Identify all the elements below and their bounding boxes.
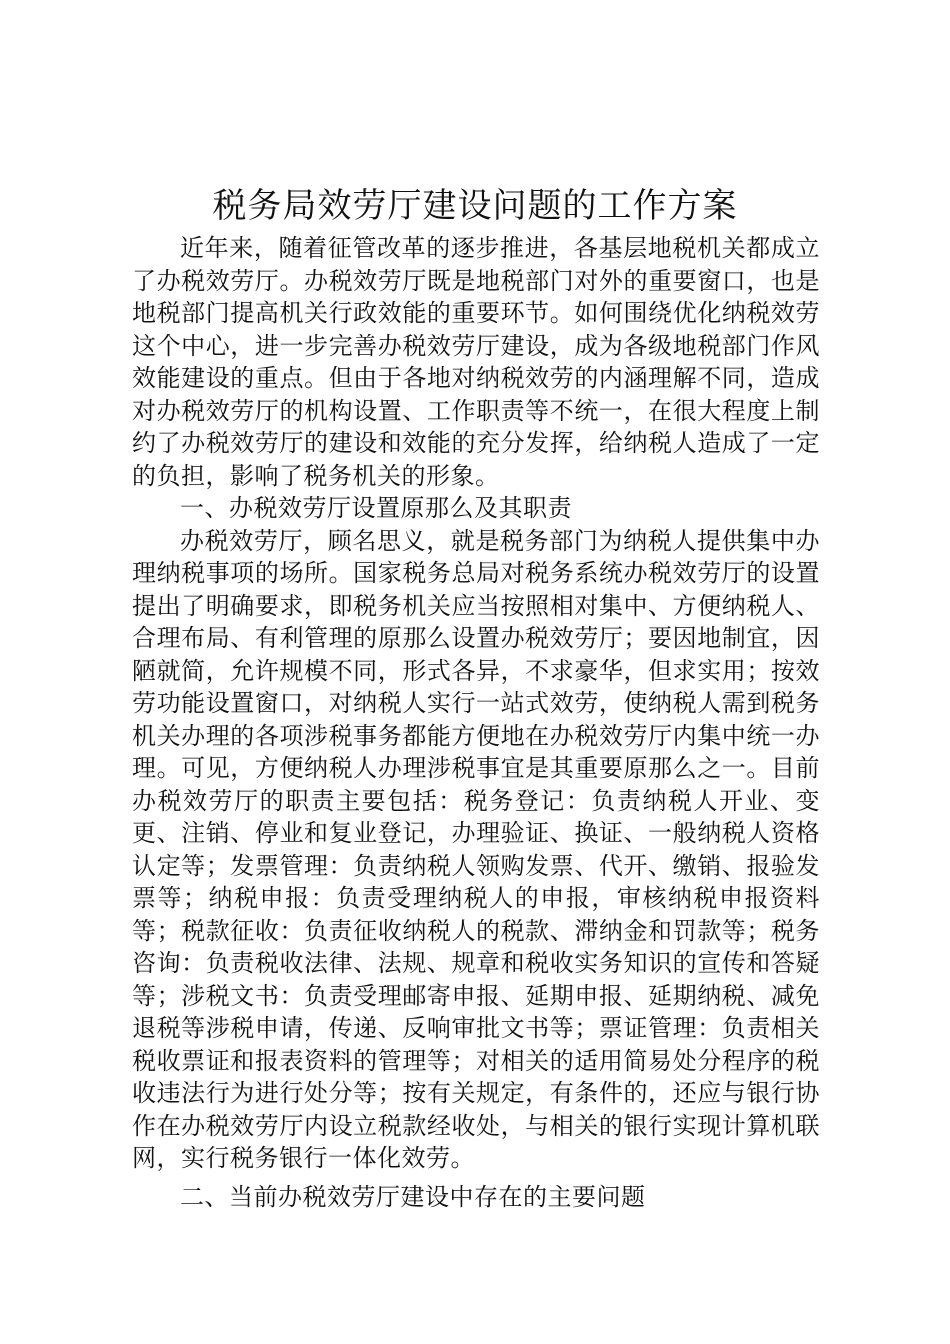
intro-paragraph: 近年来，随着征管改革的逐步推进，各基层地税机关都成立了办税效劳厅。办税效劳厅既是地税部门对外的重要窗口，也是地税部门提高机关行政效能的重要环节。如何围绕优化纳税效劳这个中心，进一步完善办税效劳厅建设，成为各级地税部门作风效能建设的重点。但由于各地对纳税效劳的内涵理解不同，造成对办税效劳厅的机构设置、工作职责等不统一，在很大程度上制约了办税效劳厅的建设和效能的充分发挥，给纳税人造成了一定的负担，影响了税务机关的形象。 [132, 234, 820, 490]
section-heading-1: 一、办税效劳厅设置原那么及其职责 [180, 494, 572, 522]
document-body [132, 232, 820, 1213]
document-title: 税务局效劳厅建设问题的工作方案 [212, 186, 738, 226]
section-heading-2: 二、当前办税效劳厅建设中存在的主要问题 [180, 1182, 646, 1211]
section-1-paragraph: 办税效劳厅，顾名思义，就是税务部门为纳税人提供集中办理纳税事项的场所。国家税务总局对税务系统办税效劳厅的设置提出了明确要求，即税务机关应当按照相对集中、方便纳税人、合理布局、有利管理的原那么设置办税效劳厅；要因地制宜，因陋就简，允许规模不同，形式各异，不求豪华，但求实用；按效劳功能设置窗口，对纳税人实行一站式效劳，使纳税人需到税务机关办理的各项涉税事务都能方便地在办税效劳厅内集中统一办理。可见，方便纳税人办理涉税事宜是其重要原那么之一。目前办税效劳厅的职责主要包括：税务登记：负责纳税人开业、变更、注销、停业和复业登记，办理验证、换证、一般纳税人资格认定等；发票管理：负责纳税人领购发票、代开、缴销、报验发票等；纳税申报：负责受理纳税人的申报，审核纳税申报资料等；税款征收：负责征收纳税人的税款、滞纳金和罚款等；税务咨询：负责税收法律、法规、规章和税收实务知识的宣传和答疑等；涉税文书：负责受理邮寄申报、延期申报、延期纳税、减免退税等涉税申请，传递、反响审批文书等；票证管理：负责相关税收票证和报表资料的管理等；对相关的适用简易处分程序的税收违法行为进行处分等；按有关规定，有条件的，还应与银行协作在办税效劳厅内设立税款经收处，与相关的银行实现计算机联网，实行税务银行一体化效劳。 [132, 526, 820, 1172]
